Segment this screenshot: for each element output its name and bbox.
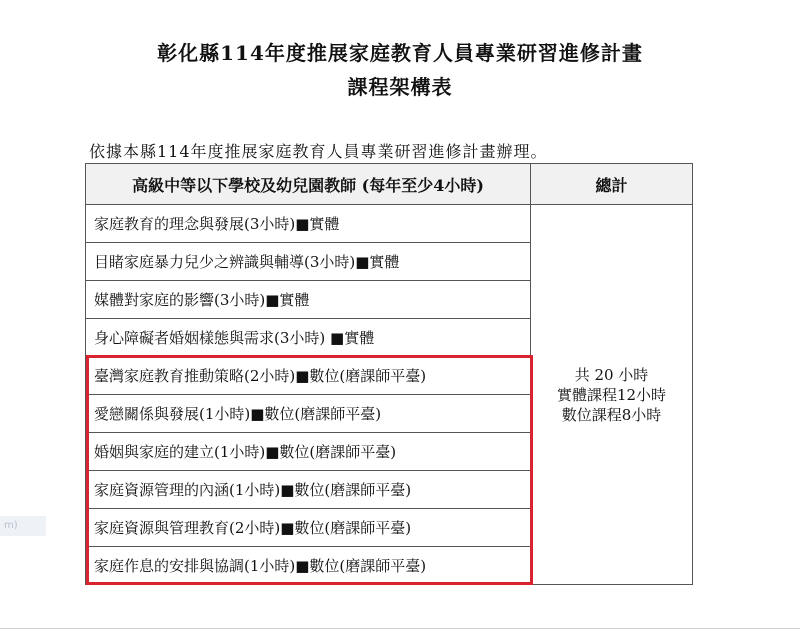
total-digital-hours: 數位課程8小時 — [561, 405, 662, 424]
document-subtitle: 課程架構表 — [347, 75, 453, 99]
course-item: 愛戀關係與發展(1小時)■數位(磨課師平臺) — [86, 395, 531, 433]
intro-text: 依據本縣114年度推展家庭教育人員專業研習進修計畫辦理。 — [89, 142, 548, 161]
total-hours: 共 20 小時 — [574, 365, 649, 384]
page-bottom-divider — [0, 628, 800, 629]
table-row — [86, 205, 693, 243]
total-cell — [531, 205, 693, 585]
course-item: 家庭教育的理念與發展(3小時)■實體 — [86, 205, 531, 243]
document-title: 彰化縣114年度推展家庭教育人員專業研習進修計畫 — [157, 41, 643, 65]
course-item: 身心障礙者婚姻樣態與需求(3小時) ■實體 — [86, 319, 531, 357]
course-item: 臺灣家庭教育推動策略(2小時)■數位(磨課師平臺) — [86, 357, 531, 395]
total-physical-hours: 實體課程12小時 — [556, 385, 667, 404]
course-item: 家庭資源與管理教育(2小時)■數位(磨課師平臺) — [86, 509, 531, 547]
side-panel-fragment: m) — [0, 516, 46, 536]
course-item: 目睹家庭暴力兒少之辨識與輔導(3小時)■實體 — [86, 243, 531, 281]
header-courses: 高級中等以下學校及幼兒園教師 (每年至少4小時) — [86, 164, 531, 205]
table-header-row — [86, 164, 693, 205]
course-item: 家庭作息的安排與協調(1小時)■數位(磨課師平臺) — [86, 547, 531, 585]
course-item: 家庭資源管理的內涵(1小時)■數位(磨課師平臺) — [86, 471, 531, 509]
digital-courses-highlight — [86, 355, 533, 585]
course-item: 婚姻與家庭的建立(1小時)■數位(磨課師平臺) — [86, 433, 531, 471]
header-total: 總計 — [531, 164, 693, 205]
course-item: 媒體對家庭的影響(3小時)■實體 — [86, 281, 531, 319]
